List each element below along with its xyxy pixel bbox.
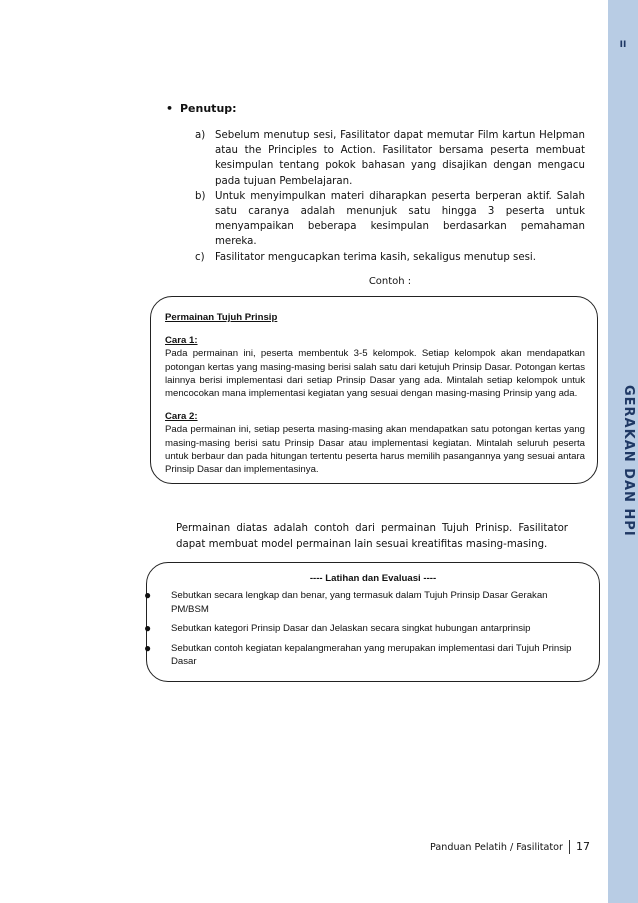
- evaluation-item-text: Sebutkan contoh kegiatan kepalangmerahan yang merupakan implementasi dari Tujuh Prinsip Dasar: [171, 642, 572, 667]
- footer-text: Panduan Pelatih / Fasilitator: [430, 842, 563, 853]
- example-title: Permainan Tujuh Prinsip: [165, 312, 278, 323]
- bullet-icon: ●: [144, 588, 152, 602]
- evaluation-item: [144, 640, 587, 669]
- evaluation-item-text: Sebutkan secara lengkap dan benar, yang termasuk dalam Tujuh Prinsip Dasar Gerakan PM/BSM: [171, 590, 548, 615]
- step-text: Sebelum menutup sesi, Fasilitator dapat memutar Film kartun Helpman atau the Principles to Action. Fasilitator bersama peserta membuat kesimpulan tentang pokok bahasan yang disajikan dengan mengacu pada tujuan Pembelajaran.: [215, 130, 585, 187]
- bullet-icon: ●: [144, 640, 152, 655]
- steps-list: [195, 128, 585, 265]
- evaluation-title: ---- Latihan dan Evaluasi ----: [309, 573, 437, 584]
- step-item: [195, 189, 585, 250]
- way1-title: Cara 1:: [165, 335, 198, 347]
- step-label: b): [195, 190, 206, 202]
- example-box: [150, 296, 598, 484]
- step-label: a): [195, 130, 206, 141]
- way2-text: Pada permainan ini, setiap peserta masing-masing akan mendapatkan satu potongan kertas yang masing-masing berisi satu Prinsip Dasar atau implementasi kegiatan. Mintalah seluruh peserta untuk berbaur dan pada hitungan tertentu peserta harus memilih pasangannya yang sesuai antara Prinsip Dasar dan implementasinya.: [165, 424, 585, 476]
- footer-divider: [569, 840, 570, 854]
- evaluation-item-text: Sebutkan kategori Prinsip Dasar dan Jelaskan secara singkat hubungan antarprinsip: [171, 623, 531, 634]
- chapter-title: GERAKAN DAN HPI: [621, 385, 636, 537]
- example-content: [165, 311, 585, 476]
- chapter-mark: II: [619, 40, 627, 50]
- way2-title: Cara 2:: [165, 411, 198, 423]
- step-item: [195, 250, 585, 265]
- side-bar: [608, 0, 638, 903]
- evaluation-item: [144, 588, 587, 616]
- page-number: 17: [576, 840, 590, 853]
- step-item: [195, 128, 585, 189]
- evaluation-item: [144, 621, 587, 636]
- page-footer: [380, 840, 590, 854]
- way1-text: Pada permainan ini, peserta membentuk 3-5 kelompok. Setiap kelompok akan mendapatkan potongan kertas yang masing-masing berisi salah satu dari ketujuh Prinsip Dasar. Potongan kertas lainnya berisi implementasi dari setiap Prinsip Dasar yang ada. Mintalah setiap kelompok untuk mencocokan mana implementasi kegiatan yang sesuai dengan masing-masing Prinsip yang ada.: [165, 348, 585, 400]
- bullet-icon: ●: [144, 621, 152, 635]
- bullet-icon: •: [166, 102, 174, 115]
- section-heading-text: Penutup:: [180, 102, 237, 115]
- section-heading: [166, 102, 237, 115]
- evaluation-box: [146, 562, 600, 682]
- step-label: c): [195, 251, 205, 263]
- note-paragraph: Permainan diatas adalah contoh dari permainan Tujuh Prinisp. Fasilitator dapat membuat model permainan lain sesuai kreatifitas masing-masing.: [176, 523, 568, 550]
- evaluation-list: [144, 588, 587, 675]
- step-text: Fasilitator mengucapkan terima kasih, sekaligus menutup sesi.: [215, 251, 536, 263]
- example-label: Contoh :: [368, 276, 412, 287]
- step-text: Untuk menyimpulkan materi diharapkan peserta berperan aktif. Salah satu caranya adalah menunjuk satu hingga 3 peserta untuk menyampaikan beberapa kesimpulan berdasarkan pemahaman mereka.: [215, 190, 585, 248]
